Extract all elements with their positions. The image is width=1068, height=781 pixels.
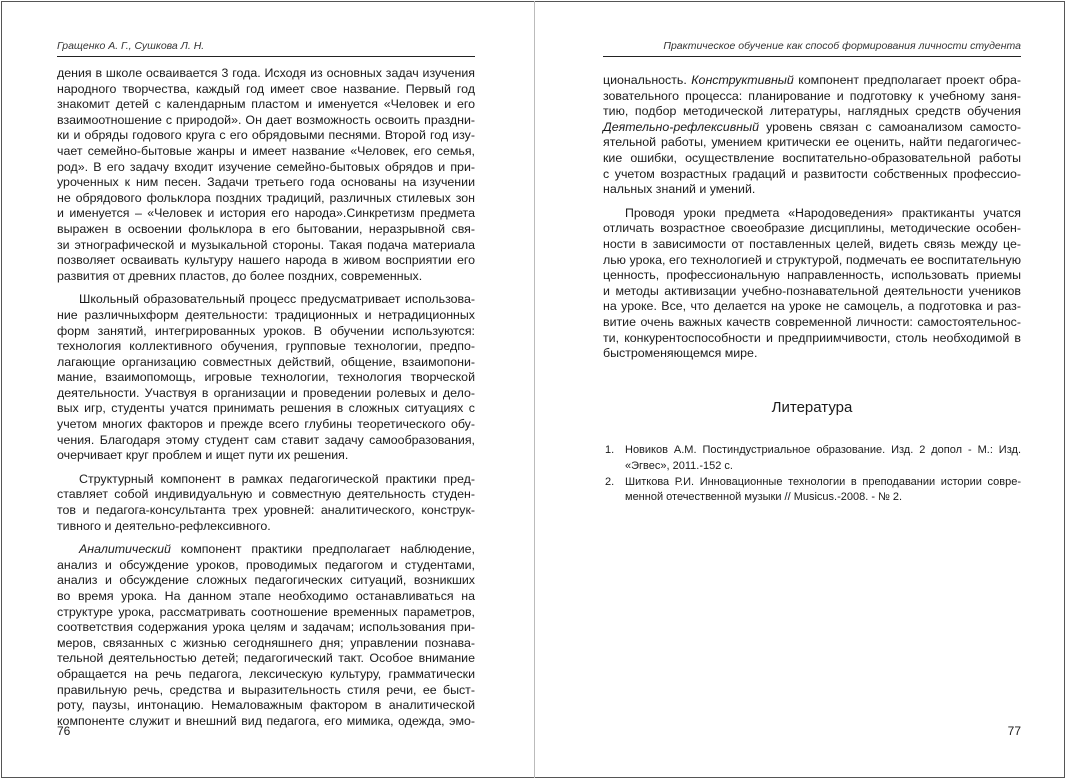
- body-text: [603, 73, 1021, 370]
- text-line: лагающие организацию совместных действий, общение, взаимопони-: [57, 354, 475, 369]
- text-line: [57, 542, 475, 558]
- text-line: зовательного процесса: планирование и подготовку к учебному заня-: [603, 88, 1021, 103]
- text-line: народного творчества, каждый год имеет свое название. Первый год: [57, 81, 475, 96]
- text-line: тельной деятельностью детей; педагогический такт. Особое внимание: [57, 651, 475, 666]
- text-line: анализ и обсуждение уроков, проводимых педагогом и студентами,: [57, 557, 475, 572]
- page-number: 76: [57, 724, 71, 738]
- text-line: ние различныхформ деятельности: традиционных и нетрадиционных: [57, 307, 475, 322]
- running-head-title: Практическое обучение как способ формирования личности студента: [603, 40, 1021, 57]
- text-line: отличать возрастное своеобразие дисциплины, методические особен-: [603, 221, 1021, 236]
- literature-heading: Литература: [771, 399, 853, 416]
- text-line: чает семейно-бытовые жанры и имеет название «Человек, его семья,: [57, 143, 475, 158]
- text-line: ности в зависимости от поставленных целей, видеть связь между це-: [603, 236, 1021, 251]
- text-line: соответствия содержания урока целям и задачам; использования при-: [57, 620, 475, 635]
- paragraph: [603, 206, 1021, 362]
- text-line: [603, 120, 1021, 136]
- text-line: на уроке. Все, что делается на уроке не самоцель, а подготовка и раз-: [603, 299, 1021, 314]
- italic-term: Аналитический: [79, 542, 171, 557]
- text-line: учетом многих факторов и прежде всего глубины теоретического обу-: [57, 417, 475, 432]
- text-line: зи этнографической и музыкальной стороны. Такая подача материала: [57, 237, 475, 252]
- reference-list: [603, 443, 1021, 506]
- reference-item: [603, 475, 1021, 507]
- reference-number: 1.: [605, 444, 615, 456]
- text-line: ятельной работы, умением критически ее оценить, найти педагогичес-: [603, 135, 1021, 150]
- text-line: быстроменяющемся мире.: [603, 346, 758, 361]
- text-line: ти, конкурентоспособности и предприимчивости, столь необходимой в: [603, 330, 1021, 345]
- page-fold: [534, 1, 535, 778]
- text-line: структуре урока, рассматривать соотношение временных параметров,: [57, 604, 475, 619]
- text-line: нальных знаний и умений.: [603, 182, 756, 197]
- text-line: во время урока. На данном этапе необходимо останавливаться на: [57, 589, 475, 603]
- text-line: тивного и деятельно-рефлексивного.: [57, 518, 271, 533]
- text-line: выражен в освоении фольклора в его бытовании, неразрывной свя-: [57, 221, 475, 236]
- text-line: витие очень важных качеств современной личности: самостоятельнос-: [603, 314, 1021, 329]
- text-line: кие ошибки, осуществление воспитательно-образовательной работы: [603, 150, 1021, 165]
- text-line: обращается на речь педагога, лексическую культуру, грамматически: [57, 666, 475, 681]
- italic-term: Деятельно-рефлексивный: [603, 119, 760, 134]
- text-line: вых игр, студенты учатся принимать решения в сложных ситуациях с: [57, 401, 475, 416]
- paragraph: [57, 66, 475, 284]
- text-line: не обрядового фольклора поздних традиций, различных стилевых зон: [57, 190, 475, 205]
- text-line: мание, взаимопомощь, игровые технологии, технология творческой: [57, 370, 475, 385]
- text-line: Проводя уроки предмета «Народоведения» практиканты учатся: [625, 205, 1021, 220]
- text-line: компоненте служит и внешний вид педагога, его мимика, одежда, эмо-: [57, 713, 475, 728]
- paragraph: [603, 73, 1021, 198]
- reference-line: «Эгвес», 2011.-152 с.: [625, 459, 733, 472]
- text-line: очерчивает круг проблем и ищет пути их решения.: [57, 448, 349, 463]
- text-line: знакомит детей с календарным пластом и именуется «Человек и его: [57, 97, 475, 112]
- text-line: тов и педагога-консультанта трех уровней: аналитического, конструк-: [57, 503, 475, 518]
- text-line: род». В его задачу входит изучение семейно-бытовых обрядов и при-: [57, 159, 475, 174]
- text-line: деятельности. Участвуя в организации и проведении ролевых и дело-: [57, 385, 475, 400]
- paragraph: [57, 472, 475, 534]
- reference-line: Новиков А.М. Постиндустриальное образование. Изд. 2 допол - М.: Изд.: [625, 444, 1021, 456]
- text-line: анализ и обсуждение сложных педагогических ситуаций, возникших: [57, 573, 475, 588]
- reference-line: Шиткова Р.И. Инновационные технологии в преподавании истории совре-: [625, 475, 1021, 488]
- italic-term: Конструктивный: [691, 73, 794, 87]
- text-line: чения. Благодаря этому студент сам ставит задачу самообразования,: [57, 432, 475, 447]
- text-line: ставляет собой индивидуальную и совместную деятельность студен-: [57, 487, 475, 502]
- running-head-authors: Гращенко А. Г., Сушкова Л. Н.: [57, 40, 475, 57]
- paragraph: [57, 542, 475, 729]
- text-segment: компонент предполагает проект обра-: [793, 73, 1021, 87]
- text-line: уроченных к ним песен. Задачи третьего года основаны на изучении: [57, 175, 475, 190]
- text-line: дения в школе осваивается 3 года. Исходя из основных задач изучения: [57, 66, 475, 80]
- text-line: меров, связанных с жизнью сегодняшнего дня; управлении познава-: [57, 635, 475, 650]
- text-segment: уровень связан с самоанализом самосто-: [759, 119, 1021, 134]
- body-text: [57, 66, 475, 737]
- reference-number: 2.: [605, 475, 615, 488]
- text-line: развития от древних пластов, до более поздних, современных.: [57, 268, 423, 283]
- text-line: взаимоотношение с природой». Он дает возможность освоить праздни-: [57, 112, 475, 127]
- text-line: Школьный образовательный процесс предусматривает использова-: [79, 292, 475, 307]
- text-line: тию, подбор методической литературы, наглядных средств обучения: [603, 104, 1021, 119]
- text-line: позволяет осваивать культуру нашего народа в живом восприятии его: [57, 253, 475, 268]
- text-segment: компонент практики предполагает наблюдение,: [170, 542, 475, 557]
- text-line: и именуется – «Человек и история его народа».Синкретизм предмета: [57, 206, 475, 221]
- reference-item: [603, 443, 1021, 475]
- text-line: лью урока, его технологией и структурой, подмечать ее воспитательную: [603, 252, 1021, 267]
- text-segment: циональность.: [603, 73, 692, 87]
- text-line: [603, 73, 1021, 89]
- text-line: с учетом возрастных градаций и развитости собственных профессио-: [603, 166, 1021, 181]
- text-line: ценность, профессиональную направленность, использовать приемы: [603, 268, 1021, 283]
- text-line: технология коллективного обучения, групповые технологии, предпо-: [57, 339, 475, 354]
- text-line: правильную речь, средства и выразительность стиля речи, ее быст-: [57, 682, 475, 697]
- reference-line: менной отечественной музыки // Musicus.-2008. - № 2.: [625, 491, 903, 504]
- text-line: ки и обряды годового круга с его обрядовыми песнями. Второй год изу-: [57, 128, 475, 143]
- paragraph: [57, 292, 475, 464]
- text-line: роту, паузы, интонацию. Немаловажным фактором в аналитической: [57, 698, 475, 713]
- text-line: и методы активизации учебно-познавательной деятельности учеников: [603, 283, 1021, 298]
- page-number: 77: [1007, 724, 1021, 738]
- text-line: форм занятий, интегрированных уроков. В обучении используются:: [57, 323, 475, 338]
- text-line: Структурный компонент в рамках педагогической практики пред-: [79, 471, 475, 486]
